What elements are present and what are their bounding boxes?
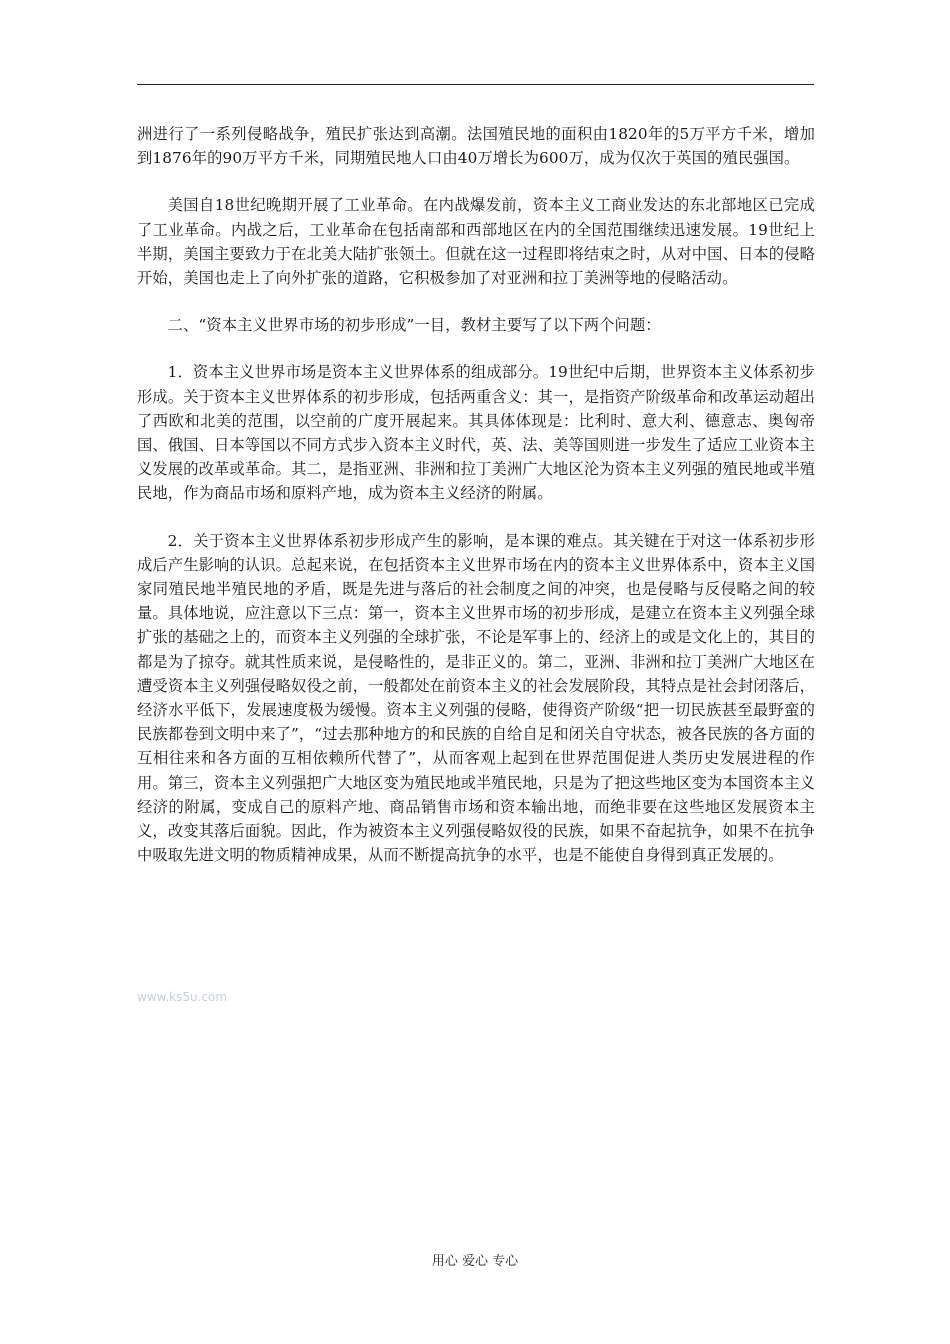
paragraph-point-1: 1．资本主义世界市场是资本主义世界体系的组成部分。19世纪中后期，世界资本主义体系初步形成。关于资本主义世界体系的初步形成，包括两重含义：其一，是指资产阶级革命和改革运动超出了西欧和北美的范围，以空前的广度开展起来。其具体体现是：比利时、意大利、德意志、奥匈帝国、俄国、日本等国以不同方式步入资本主义时代，英、法、美等国则进一步发生了适应工业资本主义发展的改革或革命。其二，是指亚洲、非洲和拉丁美洲广大地区沦为资本主义列强的殖民地或半殖民地，作为商品市场和原料产地，成为资本主义经济的附属。 — [137, 363, 815, 503]
header-rule — [137, 84, 814, 85]
document-body — [137, 122, 815, 890]
paragraph-us-industrial-revolution: 美国自18世纪晚期开展了工业革命。在内战爆发前，资本主义工商业发达的东北部地区已完成了工业革命。内战之后，工业革命在包括南部和西部地区在内的全国范围继续迅速发展。19世纪上半期，美国主要致力于在北美大陆扩张领土。但就在这一过程即将结束之时，从对中国、日本的侵略开始，美国也走上了向外扩张的道路，它积极参加了对亚洲和拉丁美洲等地的侵略活动。 — [137, 196, 815, 288]
watermark-text: www.ks5u.com — [137, 990, 228, 1004]
section-heading-world-market: 二、“资本主义世界市场的初步形成”一目，教材主要写了以下两个问题： — [167, 316, 661, 335]
paragraph-french-colonies: 洲进行了一系列侵略战争，殖民扩张达到高潮。法国殖民地的面积由1820年的5万平方千米，增加到1876年的90万平方千米，同期殖民地人口由40万增长为600万，成为仅次于英国的殖民强国。 — [137, 125, 815, 168]
page-footer: 用心 爱心 专心 — [431, 1254, 519, 1269]
paragraph-point-2: 2．关于资本主义世界体系初步形成产生的影响，是本课的难点。其关键在于对这一体系初步形成后产生影响的认识。总起来说，在包括资本主义世界市场在内的资本主义世界体系中，资本主义国家同殖民地半殖民地的矛盾，既是先进与落后的社会制度之间的冲突，也是侵略与反侵略之间的较量。具体地说，应注意以下三点：第一，资本主义世界市场的初步形成，是建立在资本主义列强全球扩张的基础之上的，而资本主义列强的全球扩张，不论是军事上的、经济上的或是文化上的，其目的都是为了掠夺。就其性质来说，是侵略性的，是非正义的。第二，亚洲、非洲和拉丁美洲广大地区在遭受资本主义列强侵略奴役之前，一般都处在前资本主义的社会发展阶段，其特点是社会封闭落后，经济水平低下，发展速度极为缓慢。资本主义列强的侵略，使得资产阶级“把一切民族甚至最野蛮的民族都卷到文明中来了”，“过去那种地方的和民族的自给自足和闭关自守状态，被各民族的各方面的互相往来和各方面的互相依赖所代替了”，从而客观上起到在世界范围促进人类历史发展进程的作用。第三，资本主义列强把广大地区变为殖民地或半殖民地，只是为了把这些地区变为本国资本主义经济的附属，变成自己的原料产地、商品销售市场和资本输出地，而绝非要在这些地区发展资本主义，改变其落后面貌。因此，作为被资本主义列强侵略奴役的民族，如果不奋起抗争，如果不在抗争中吸取先进文明的物质精神成果，从而不断提高抗争的水平，也是不能使自身得到真正发展的。 — [137, 531, 815, 865]
